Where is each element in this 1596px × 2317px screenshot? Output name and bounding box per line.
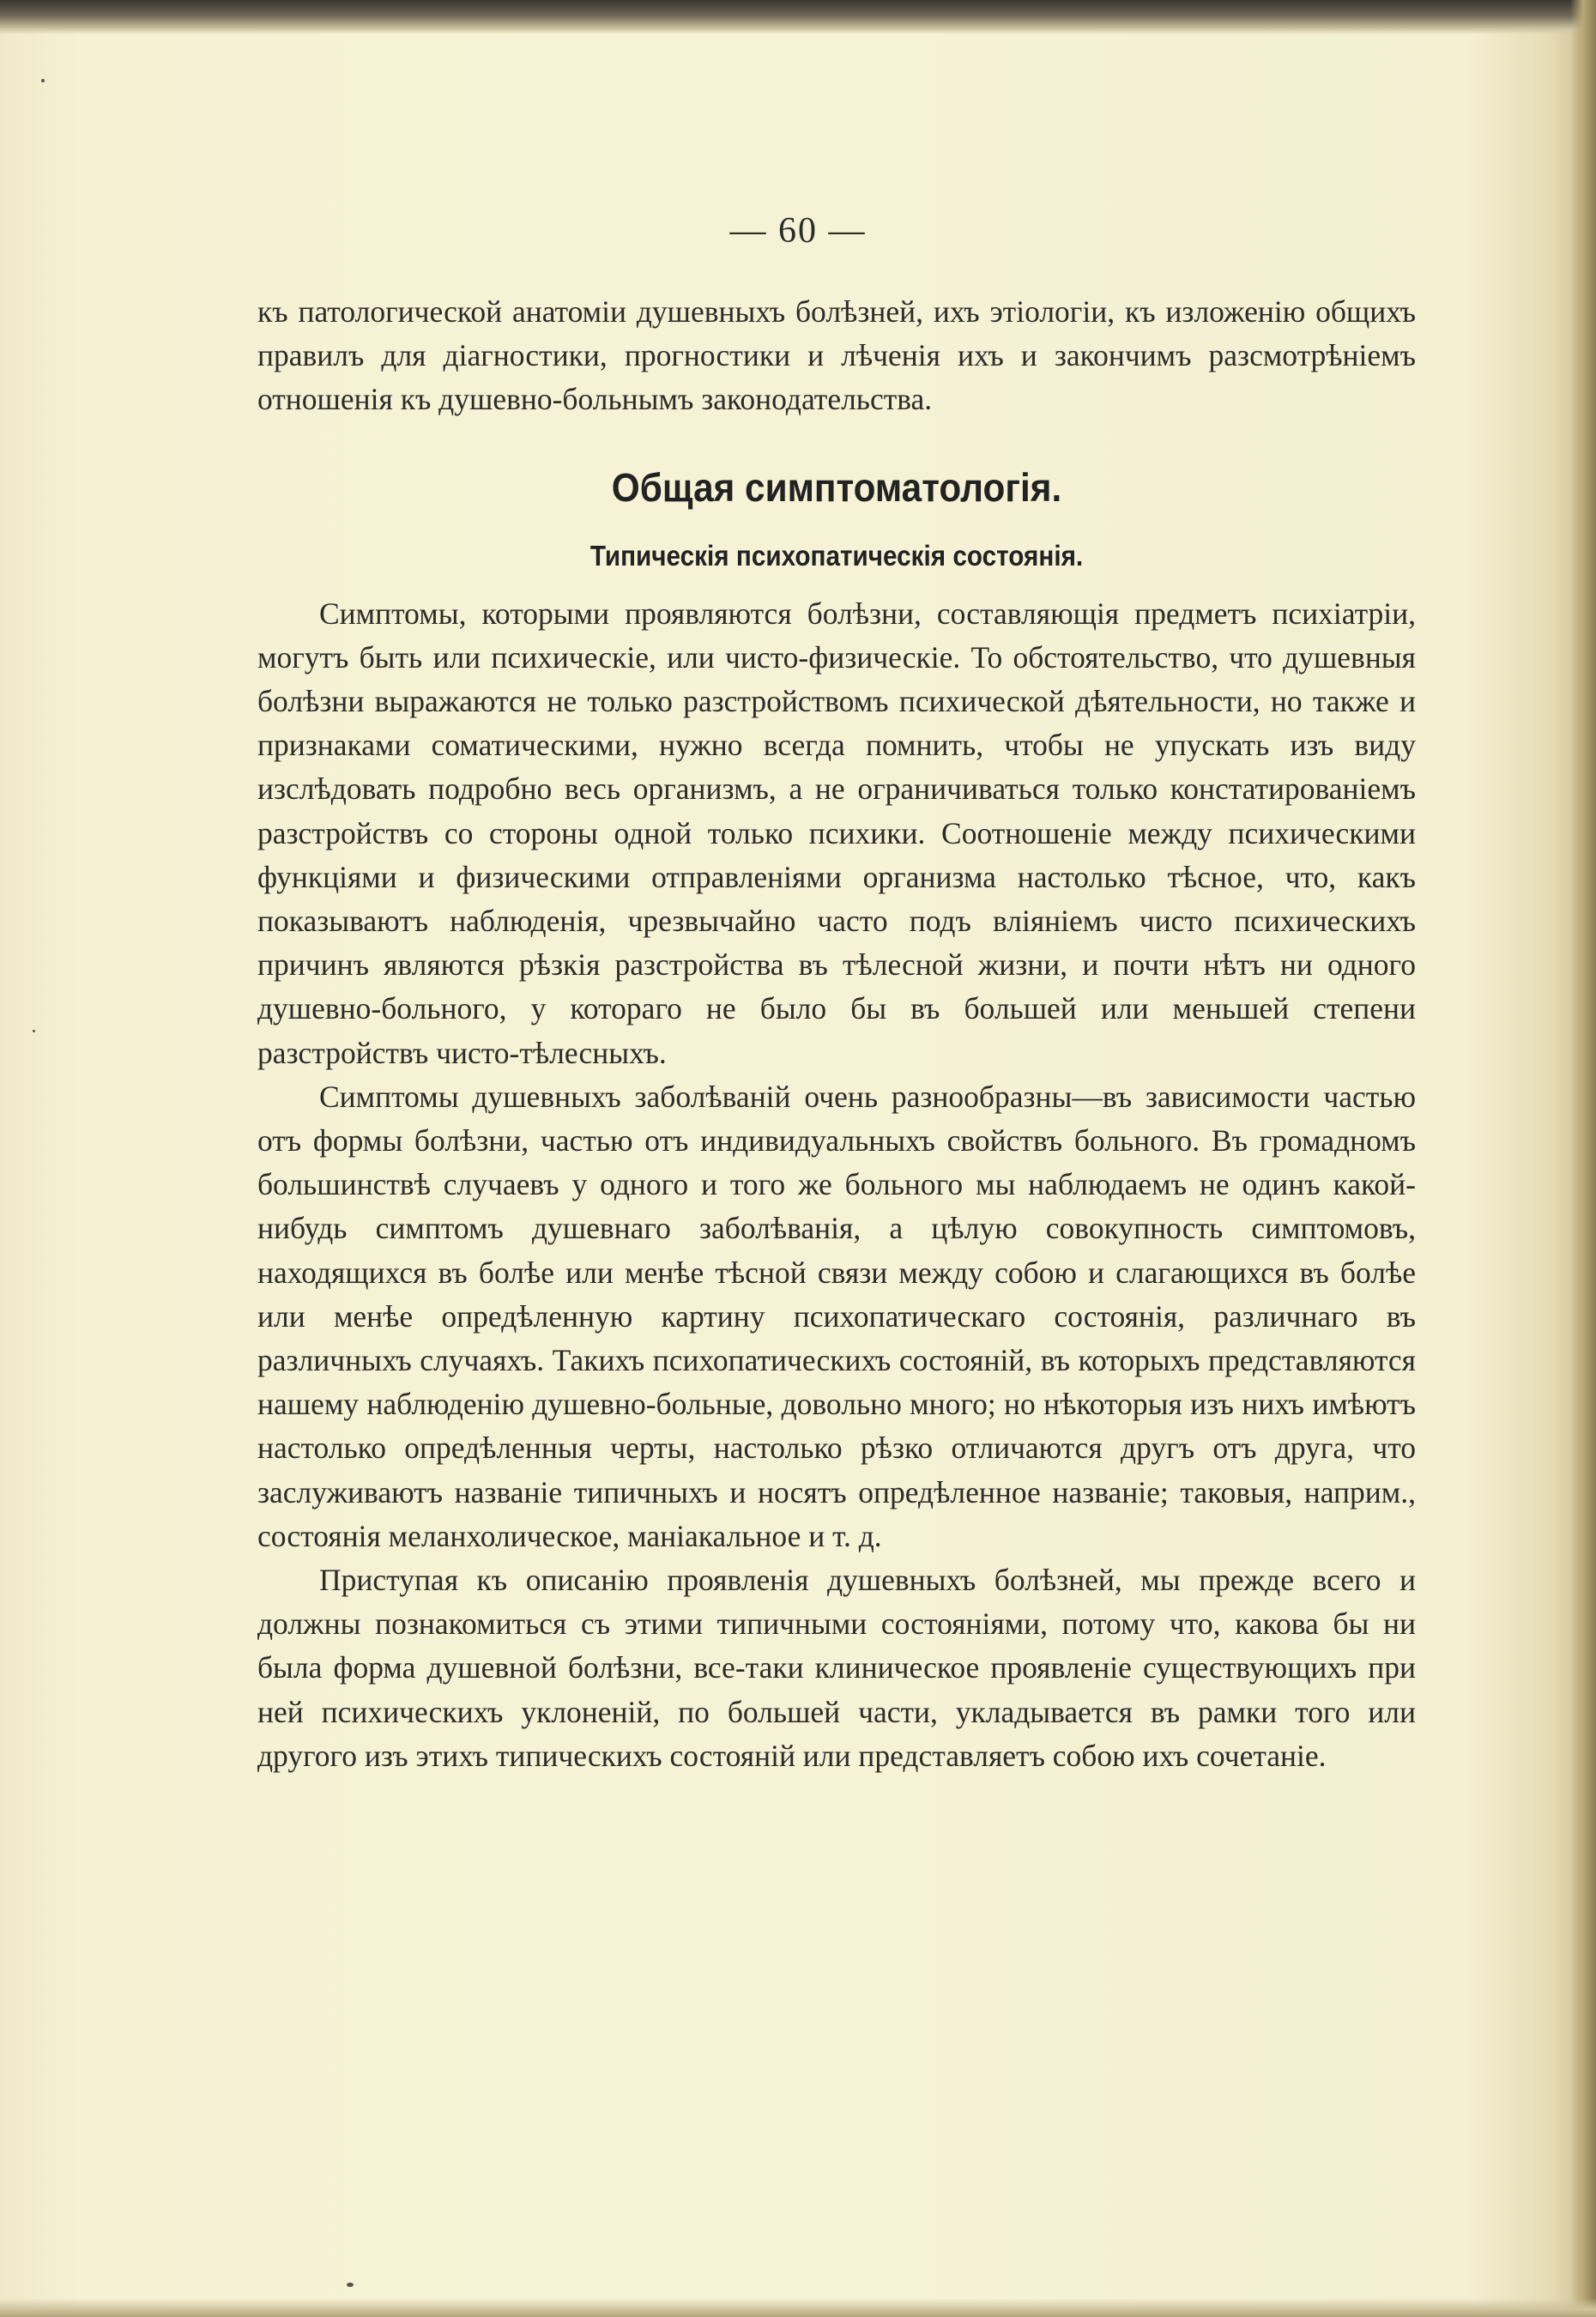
intro-paragraph: къ патологической анатоміи душевныхъ болѣзней, ихъ этіологіи, къ изложенію общихъ правилъ для діагностики, прогностики и лѣченія ихъ и закончимъ разсмотрѣніемъ отношенія къ душевно-больнымъ законодательства.: [257, 294, 1416, 417]
subsection-title: Типическія психопатическія состоянія.: [589, 539, 1084, 572]
paper-speck: [41, 79, 45, 82]
section-title: Общая симптоматологія.: [611, 464, 1062, 510]
paper-speck: [347, 2283, 354, 2287]
page-top-edge: [0, 0, 1596, 34]
page-body: [257, 290, 1416, 1778]
body-paragraph: Симптомы, которыми проявляются болѣзни, составляющія предметъ психіатріи, могутъ быть или психическіе, или чисто-физическіе. То обстоятельство, что душевныя болѣзни выражаются не только разстройствомъ психической дѣятельности, но также и признаками соматическими, нужно всегда помнить, чтобы не упускать изъ виду изслѣдовать подробно весь организмъ, а не ограничиваться только констатированіемъ разстройствъ со стороны одной только психики. Соотношеніе между психическими функціями и физическими отправленіями организма настолько тѣсное, что, какъ показываютъ наблюденія, чрезвычайно часто подъ вліяніемъ чисто психическихъ причинъ являются рѣзкія разстройства въ тѣлесной жизни, и почти нѣтъ ни одного душевно-больного, у котораго не было бы въ большей или меньшей степени разстройствъ чисто-тѣлесныхъ.: [257, 596, 1416, 1070]
body-paragraph: Симптомы душевныхъ заболѣваній очень разнообразны—въ зависимости частью отъ формы болѣзни, частью отъ индивидуальныхъ свойствъ больного. Въ громадномъ большинствѣ случаевъ у одного и того же больного мы наблюдаемъ не одинъ какой-нибудь симптомъ душевнаго заболѣванія, а цѣлую совокупность симптомовъ, находящихся въ болѣе или менѣе тѣсной связи между собою и слагающихся въ болѣе или менѣе опредѣленную картину психопатическаго состоянія, различнаго въ различныхъ случаяхъ. Такихъ психопатическихъ состояній, въ которыхъ представляются нашему наблюденію душевно-больные, довольно много; но нѣкоторыя изъ нихъ имѣютъ настолько опредѣленныя черты, настолько рѣзко отличаются другъ отъ друга, что заслуживаютъ названіе типичныхъ и носятъ опредѣленное названіе; таковыя, наприм., состоянія меланхолическое, маніакальное и т. д.: [257, 1079, 1416, 1553]
page-number: — 60 —: [729, 211, 867, 251]
page-right-edge: [1570, 0, 1596, 2317]
paper-speck: [33, 1030, 35, 1032]
page-bottom-edge: [0, 2298, 1596, 2317]
body-paragraph: Приступая къ описанію проявленія душевныхъ болѣзней, мы прежде всего и должны познакомиться съ этими типичными состояніями, потому что, какова бы ни была форма душевной болѣзни, все-таки клиническое проявленіе существующихъ при ней психическихъ уклоненій, по большей части, укладывается въ рамки того или другого изъ этихъ типическихъ состояній или представляетъ собою ихъ сочетаніе.: [257, 1563, 1416, 1773]
